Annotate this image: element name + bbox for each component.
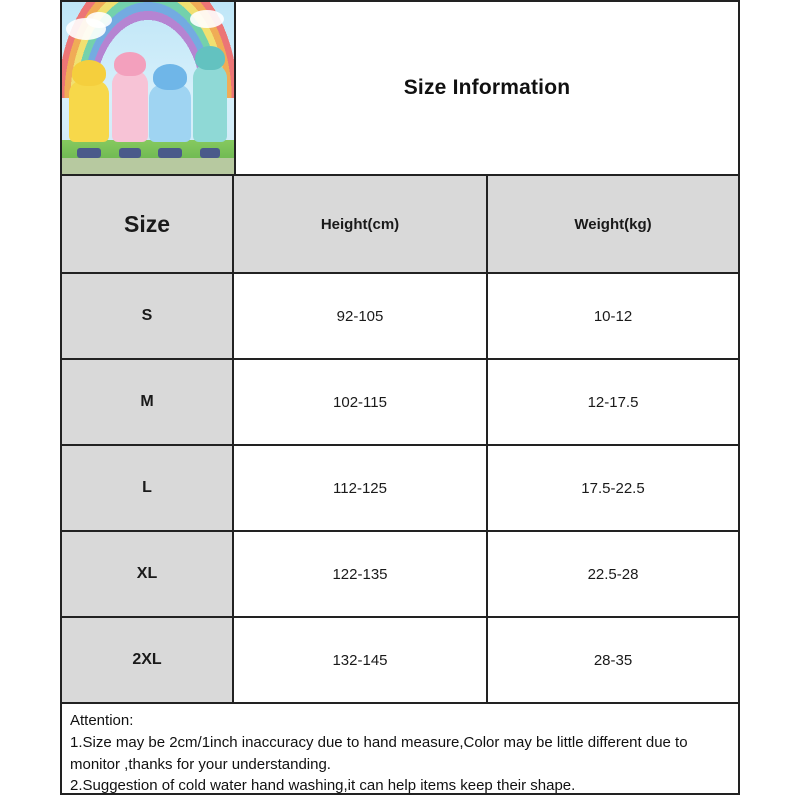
cell-size: S [62,274,234,358]
title-cell [236,2,738,174]
cell-size: L [62,446,234,530]
page-title: Size Information [403,76,571,99]
cell-weight: 10-12 [488,274,738,358]
child-figure-blue [148,64,192,156]
cell-weight: 28-35 [488,618,738,702]
table-row [62,360,738,446]
column-header-size: Size [62,176,234,272]
product-illustration [62,2,236,174]
child-figure-yellow [68,60,110,156]
child-figure-pink [110,52,150,156]
cell-height: 102-115 [234,360,488,444]
attention-line-1: 1.Size may be 2cm/1inch inaccuracy due to hand measure,Color may be little different due to monitor ,thanks for your understanding. [70,733,692,773]
cell-size: XL [62,532,234,616]
cell-weight: 12-17.5 [488,360,738,444]
table-row [62,274,738,360]
cell-weight: 17.5-22.5 [488,446,738,530]
size-chart-sheet [60,0,740,795]
path-background [62,158,234,174]
table-header-row [62,176,738,274]
table-row [62,446,738,532]
table-row [62,618,738,702]
cloud-icon [190,10,224,28]
size-table [62,176,738,702]
cell-height: 132-145 [234,618,488,702]
column-header-height: Height(cm) [234,176,488,272]
cloud-icon [86,12,112,28]
attention-section [62,702,738,805]
column-header-weight: Weight(kg) [488,176,738,272]
attention-line-2: 2.Suggestion of cold water hand washing,it can help items keep their shape. [70,777,576,795]
child-figure-teal [190,46,230,156]
cell-height: 122-135 [234,532,488,616]
cell-size: M [62,360,234,444]
attention-title: Attention: [70,712,134,729]
cell-height: 92-105 [234,274,488,358]
cell-weight: 22.5-28 [488,532,738,616]
table-row [62,532,738,618]
cell-height: 112-125 [234,446,488,530]
cell-size: 2XL [62,618,234,702]
header-row [62,2,738,176]
